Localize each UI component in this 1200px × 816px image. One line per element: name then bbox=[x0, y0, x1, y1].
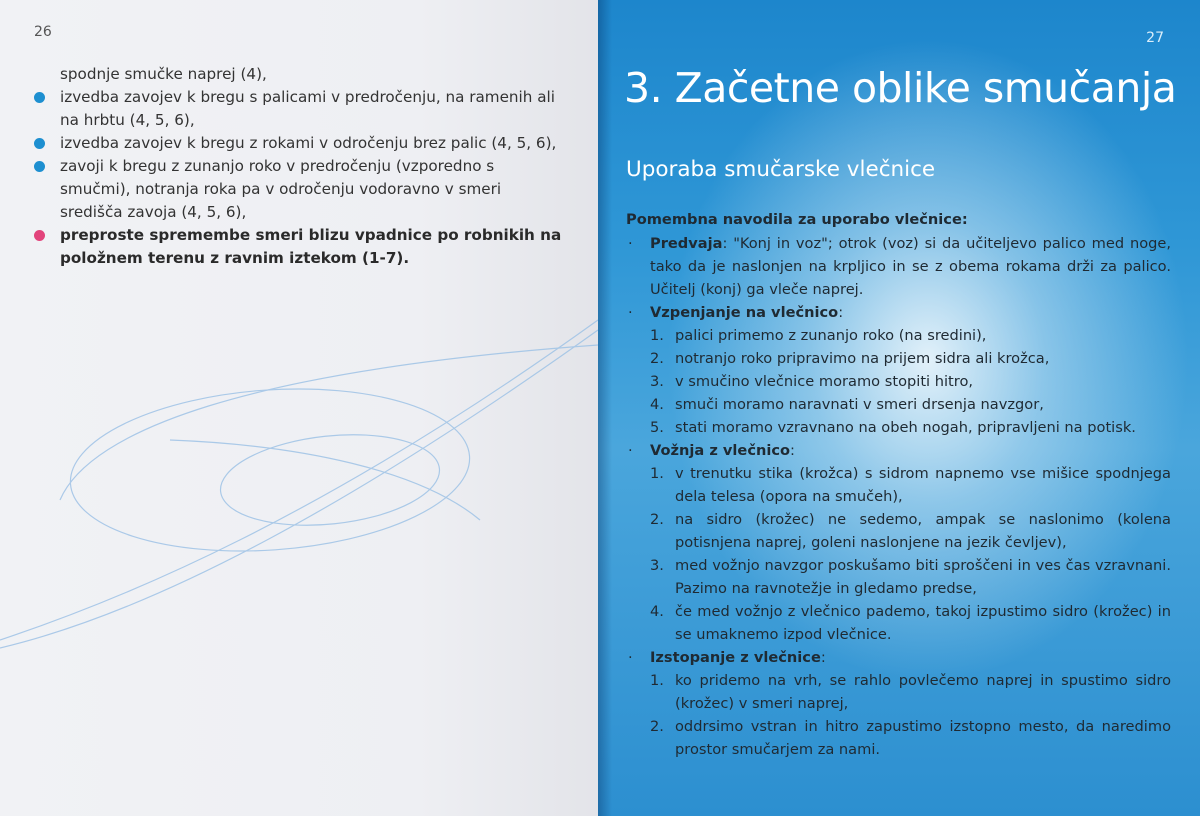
step-text: v smučino vlečnice moramo stopiti hitro, bbox=[675, 373, 974, 390]
pink-bullet-icon bbox=[34, 230, 45, 241]
step-item bbox=[650, 715, 1171, 761]
step-item bbox=[650, 508, 1171, 554]
step-number: 5. bbox=[650, 419, 664, 436]
step-item bbox=[650, 324, 1171, 347]
izstopanje-block bbox=[626, 646, 1171, 761]
instructions bbox=[626, 208, 1171, 761]
list-item-text: izvedba zavojev k bregu s palicami v predročenju, na ramenih ali na hrbtu (4, 5, 6), bbox=[60, 88, 555, 129]
blue-bullet-icon bbox=[34, 161, 45, 172]
step-number: 4. bbox=[650, 603, 664, 620]
dot-bullet: · bbox=[628, 235, 633, 252]
step-number: 1. bbox=[650, 465, 664, 482]
voznja-heading: Vožnja z vlečnico bbox=[650, 442, 791, 459]
step-text: smuči moramo naravnati v smeri drsenja navzgor, bbox=[675, 396, 1044, 413]
list-item bbox=[32, 132, 562, 155]
blue-bullet-icon bbox=[34, 138, 45, 149]
bullet-list bbox=[32, 63, 562, 270]
step-item bbox=[650, 462, 1171, 508]
step-number: 1. bbox=[650, 327, 664, 344]
chapter-title: 3. Začetne oblike smučanja bbox=[624, 64, 1177, 112]
list-item-text: spodnje smučke naprej (4), bbox=[60, 65, 267, 83]
list-item bbox=[32, 63, 562, 86]
step-number: 3. bbox=[650, 557, 664, 574]
step-number: 3. bbox=[650, 373, 664, 390]
list-item bbox=[32, 224, 562, 270]
right-page bbox=[598, 0, 1200, 816]
step-item bbox=[650, 554, 1171, 600]
dot-bullet: · bbox=[628, 304, 633, 321]
list-item bbox=[32, 155, 562, 224]
vzpenjanje-steps bbox=[650, 324, 1171, 439]
step-text: notranjo roko pripravimo na prijem sidra ali krožca, bbox=[675, 350, 1050, 367]
heading-colon: : bbox=[838, 304, 844, 321]
vzpenjanje-block bbox=[626, 301, 1171, 439]
step-text: če med vožnjo z vlečnico pademo, takoj izpustimo sidro (krožec) in se umaknemo izpod vlečnice. bbox=[675, 603, 1171, 643]
step-item bbox=[650, 669, 1171, 715]
list-item-text: zavoji k bregu z zunanjo roko v predročenju (vzporedno s smučmi), notranja roka pa v odročenju vodoravno v smeri središča zavoja (4, 5, 6), bbox=[60, 157, 502, 221]
page-fold-shadow bbox=[598, 0, 612, 816]
step-number: 2. bbox=[650, 350, 664, 367]
step-item bbox=[650, 393, 1171, 416]
step-number: 4. bbox=[650, 396, 664, 413]
step-item bbox=[650, 347, 1171, 370]
step-text: stati moramo vzravnano na obeh nogah, pripravljeni na potisk. bbox=[675, 419, 1136, 436]
dot-bullet: · bbox=[628, 442, 633, 459]
list-item-text: preproste spremembe smeri blizu vpadnice po robnikih na položnem terenu z ravnim iztekom (1-7). bbox=[60, 226, 562, 267]
list-item-text: izvedba zavojev k bregu z rokami v odročenju brez palic (4, 5, 6), bbox=[60, 134, 557, 152]
list-item bbox=[32, 86, 562, 132]
heading-colon: : bbox=[820, 649, 826, 666]
dot-bullet: · bbox=[628, 649, 633, 666]
predvaja-block bbox=[626, 232, 1171, 301]
vzpenjanje-heading: Vzpenjanje na vlečnico bbox=[650, 304, 839, 321]
step-item bbox=[650, 600, 1171, 646]
voznja-block bbox=[626, 439, 1171, 646]
predvaja-heading: Predvaja bbox=[650, 235, 723, 252]
predvaja-text: : "Konj in voz"; otrok (voz) si da učiteljevo palico med noge, tako da je naslonjen na krpljico in se z obema rokama drži za palico. Učitelj (konj) ga vleče naprej. bbox=[650, 235, 1171, 298]
step-item bbox=[650, 416, 1171, 439]
step-text: med vožnjo navzgor poskušamo biti sproščeni in ves čas vzravnani. Pazimo na ravnotežje in gledamo predse, bbox=[675, 557, 1171, 597]
step-number: 2. bbox=[650, 718, 664, 735]
step-text: palici primemo z zunanjo roko (na sredini), bbox=[675, 327, 987, 344]
lead-heading: Pomembna navodila za uporabo vlečnice: bbox=[626, 211, 968, 228]
step-text: v trenutku stika (krožca) s sidrom napnemo vse mišice spodnjega dela telesa (opora na smučeh), bbox=[675, 465, 1171, 505]
izstopanje-steps bbox=[650, 669, 1171, 761]
step-number: 1. bbox=[650, 672, 664, 689]
voznja-steps bbox=[650, 462, 1171, 646]
heading-colon: : bbox=[790, 442, 795, 459]
page-number: 27 bbox=[1146, 30, 1164, 46]
left-page bbox=[0, 0, 598, 816]
page-number: 26 bbox=[34, 24, 52, 40]
step-text: oddrsimo vstran in hitro zapustimo izstopno mesto, da naredimo prostor smučarjem za nami. bbox=[675, 718, 1171, 758]
step-item bbox=[650, 370, 1171, 393]
blue-bullet-icon bbox=[34, 92, 45, 103]
step-number: 2. bbox=[650, 511, 664, 528]
step-text: na sidro (krožec) ne sedemo, ampak se naslonimo (kolena potisnjena naprej, goleni naslonjene na jezik čevljev), bbox=[675, 511, 1171, 551]
section-title: Uporaba smučarske vlečnice bbox=[626, 157, 936, 182]
step-text: ko pridemo na vrh, se rahlo povlečemo naprej in spustimo sidro (krožec) v smeri naprej, bbox=[675, 672, 1171, 712]
izstopanje-heading: Izstopanje z vlečnice bbox=[650, 649, 821, 666]
